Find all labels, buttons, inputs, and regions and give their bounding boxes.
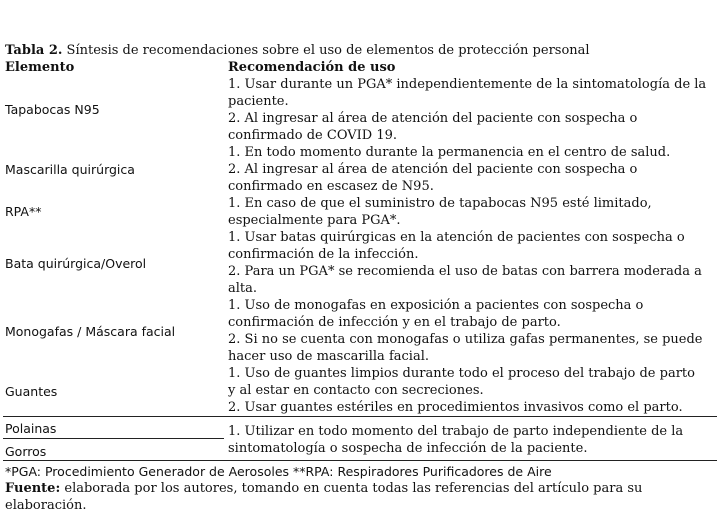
source-label: Fuente:: [5, 481, 61, 496]
recommendation-line: hacer uso de mascarilla facial.: [228, 349, 429, 364]
recommendation-line: sintomatología o sospecha de infección de la paciente.: [228, 441, 588, 456]
element-cell: Polainas: [5, 421, 57, 436]
table-caption: [5, 42, 590, 59]
source-note: [5, 480, 642, 497]
recommendation-line: especialmente para PGA*.: [228, 213, 401, 228]
recommendation-line: 2. Al ingresar al área de atención del paciente con sospecha o: [228, 162, 638, 177]
recommendation-line: 1. Utilizar en todo momento del trabajo de parto independiente de la: [228, 424, 684, 439]
recommendation-line: 1. Usar durante un PGA* independientemente de la sintomatología de la: [228, 77, 707, 92]
recommendation-line: 1. En caso de que el suministro de tapabocas N95 esté limitado,: [228, 196, 652, 211]
recommendation-line: paciente.: [228, 94, 289, 109]
element-cell: Bata quirúrgica/Overol: [5, 256, 147, 271]
recommendation-line: 2. Si no se cuenta con monogafas o utiliza gafas permanentes, se puede: [228, 332, 703, 347]
element-cell: Gorros: [5, 444, 47, 459]
header-recommendation: Recomendación de uso: [228, 60, 396, 75]
recommendation-line: 2. Usar guantes estériles en procedimientos invasivos como el parto.: [228, 400, 683, 415]
table-rule: [3, 460, 717, 461]
recommendation-line: 1. Uso de monogafas en exposición a pacientes con sospecha o: [228, 298, 644, 313]
recommendation-line: y al estar en contacto con secreciones.: [228, 383, 484, 398]
recommendation-line: 1. Uso de guantes limpios durante todo el proceso del trabajo de parto: [228, 366, 695, 381]
recommendation-line: 2. Al ingresar al área de atención del paciente con sospecha o: [228, 111, 638, 126]
table-rule: [3, 438, 224, 439]
recommendation-line: 1. Usar batas quirúrgicas en la atención de pacientes con sospecha o: [228, 230, 685, 245]
recommendation-line: 2. Para un PGA* se recomienda el uso de batas con barrera moderada a: [228, 264, 702, 279]
element-cell: Mascarilla quirúrgica: [5, 162, 135, 177]
source-note-continued: elaboración.: [5, 498, 87, 513]
recommendation-line: confirmado de COVID 19.: [228, 128, 397, 143]
recommendation-line: confirmación de infección y en el trabajo de parto.: [228, 315, 561, 330]
source-text: elaborada por los autores, tomando en cuenta todas las referencias del artículo para su: [60, 481, 643, 496]
element-cell: Monogafas / Máscara facial: [5, 324, 176, 339]
recommendation-line: confirmado en escasez de N95.: [228, 179, 434, 194]
recommendation-line: 1. En todo momento durante la permanencia en el centro de salud.: [228, 145, 671, 160]
footnote: *PGA: Procedimiento Generador de Aerosoles **RPA: Respiradores Purificadores de Aire: [5, 464, 552, 479]
recommendation-line: alta.: [228, 281, 258, 296]
element-cell: RPA**: [5, 204, 42, 219]
header-element: Elemento: [5, 60, 75, 75]
recommendation-line: confirmación de la infección.: [228, 247, 419, 262]
caption-text: Síntesis de recomendaciones sobre el uso de elementos de protección personal: [62, 43, 590, 58]
element-cell: Tapabocas N95: [5, 102, 100, 117]
element-cell: Guantes: [5, 384, 58, 399]
table-rule: [3, 416, 717, 417]
caption-label: Tabla 2.: [5, 43, 63, 58]
